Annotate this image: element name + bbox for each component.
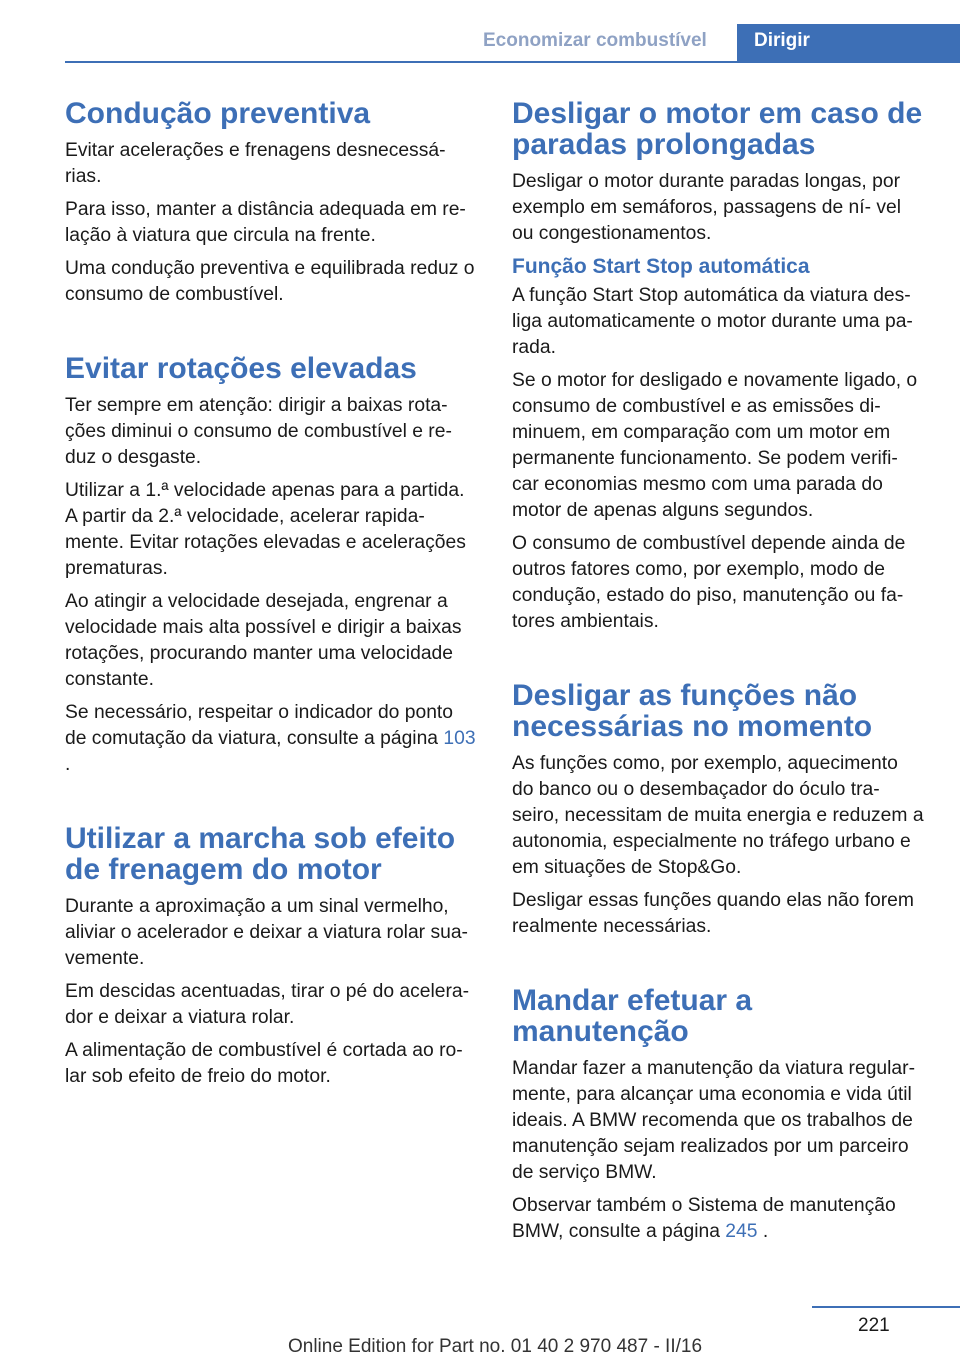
paragraph: Uma condução preventiva e equilibrada reduz o consumo de combustível. bbox=[65, 258, 475, 305]
paragraph: Para isso, manter a distância adequada em re‐ lação à viatura que circula na frente. bbox=[65, 199, 466, 246]
header-section-title: Economizar combustível bbox=[483, 30, 707, 51]
page-number: 221 bbox=[858, 1315, 890, 1336]
paragraph: Ao atingir a velocidade desejada, engrenar a velocidade mais alta possível e dirigir a baixas rotações, procurando manter uma velocidade constante. bbox=[65, 591, 462, 690]
header-rule bbox=[65, 61, 960, 63]
paragraph: A alimentação de combustível é cortada ao ro‐ lar sob efeito de freio do motor. bbox=[65, 1040, 463, 1087]
heading-marcha-frenagem: Utilizar a marcha sob efeito de frenagem do motor bbox=[65, 822, 456, 886]
heading-conducao-preventiva: Condução preventiva bbox=[65, 97, 371, 130]
paragraph: Se o motor for desligado e novamente ligado, o consumo de combustível e as emissões di‐ minuem, em comparação com um motor em permanente funcionamento. Se podem verifi‐ car economias mesmo com uma parada do motor de apenas alguns segundos. bbox=[512, 370, 918, 521]
paragraph: Utilizar a 1.ª velocidade apenas para a partida. A partir da 2.ª velocidade, acelerar rapida‐ mente. Evitar rotações elevadas e acelerações prematuras. bbox=[65, 480, 466, 579]
page-header bbox=[0, 0, 960, 64]
paragraph: Desligar essas funções quando elas não forem realmente necessárias. bbox=[512, 890, 914, 937]
page-link-245[interactable]: 245 bbox=[725, 1221, 758, 1242]
header-chapter-tab: Dirigir bbox=[737, 24, 960, 61]
paragraph: Desligar o motor durante paradas longas, por exemplo em semáforos, passagens de ní‐ vel ou congestionamentos. bbox=[512, 171, 902, 244]
heading-manutencao: Mandar efetuar a manutenção bbox=[512, 984, 753, 1048]
paragraph-text: Observar também o Sistema de manutenção BMW, consulte a página bbox=[512, 1195, 896, 1242]
edition-line: Online Edition for Part no. 01 40 2 970 487 - II/16 bbox=[287, 1336, 703, 1357]
paragraph: Em descidas acentuadas, tirar o pé do acelera‐ dor e deixar a viatura rolar. bbox=[65, 981, 470, 1028]
paragraph: A função Start Stop automática da viatura des‐ liga automaticamente o motor durante uma pa‐ rada. bbox=[512, 285, 913, 358]
paragraph: Ter sempre em atenção: dirigir a baixas rota‐ ções diminui o consumo de combustível e re‐ duz o desgaste. bbox=[65, 395, 452, 468]
paragraph bbox=[512, 1193, 924, 1245]
paragraph: Evitar acelerações e frenagens desnecessá‐ rias. bbox=[65, 140, 446, 187]
left-column bbox=[65, 98, 477, 1097]
paragraph-text: Se necessário, respeitar o indicador do ponto de comutação da viatura, consulte a página bbox=[65, 702, 454, 749]
heading-desligar-funcoes: Desligar as funções não necessárias no momento bbox=[512, 679, 873, 743]
paragraph: Mandar fazer a manutenção da viatura regular‐ mente, para alcançar uma economia e vida útil ideais. A BMW recomenda que os trabalhos de manutenção sejam realizados por um parceiro de serviço BMW. bbox=[512, 1058, 915, 1183]
page-link-103[interactable]: 103 bbox=[443, 728, 476, 749]
paragraph: O consumo de combustível depende ainda de outros fatores como, por exemplo, modo de condução, estado do piso, manutenção ou fa‐ tores ambientais. bbox=[512, 533, 906, 632]
paragraph: As funções como, por exemplo, aquecimento do banco ou o desembaçador do óculo tra‐ seiro, necessitam de muita energia e reduzem a autonomia, especialmente no tráfego urbano e em situações de Stop&Go. bbox=[512, 753, 924, 878]
footer-rule bbox=[812, 1306, 960, 1308]
subheading-start-stop: Função Start Stop automática bbox=[512, 255, 810, 278]
heading-evitar-rotacoes: Evitar rotações elevadas bbox=[65, 352, 417, 385]
heading-desligar-motor: Desligar o motor em caso de paradas prolongadas bbox=[512, 97, 923, 161]
paragraph-end: . bbox=[762, 1221, 769, 1242]
paragraph: Durante a aproximação a um sinal vermelho, aliviar o acelerador e deixar a viatura rolar sua‐ vemente. bbox=[65, 896, 468, 969]
paragraph-end: . bbox=[65, 754, 71, 775]
right-column bbox=[512, 98, 924, 1252]
paragraph bbox=[65, 700, 477, 778]
